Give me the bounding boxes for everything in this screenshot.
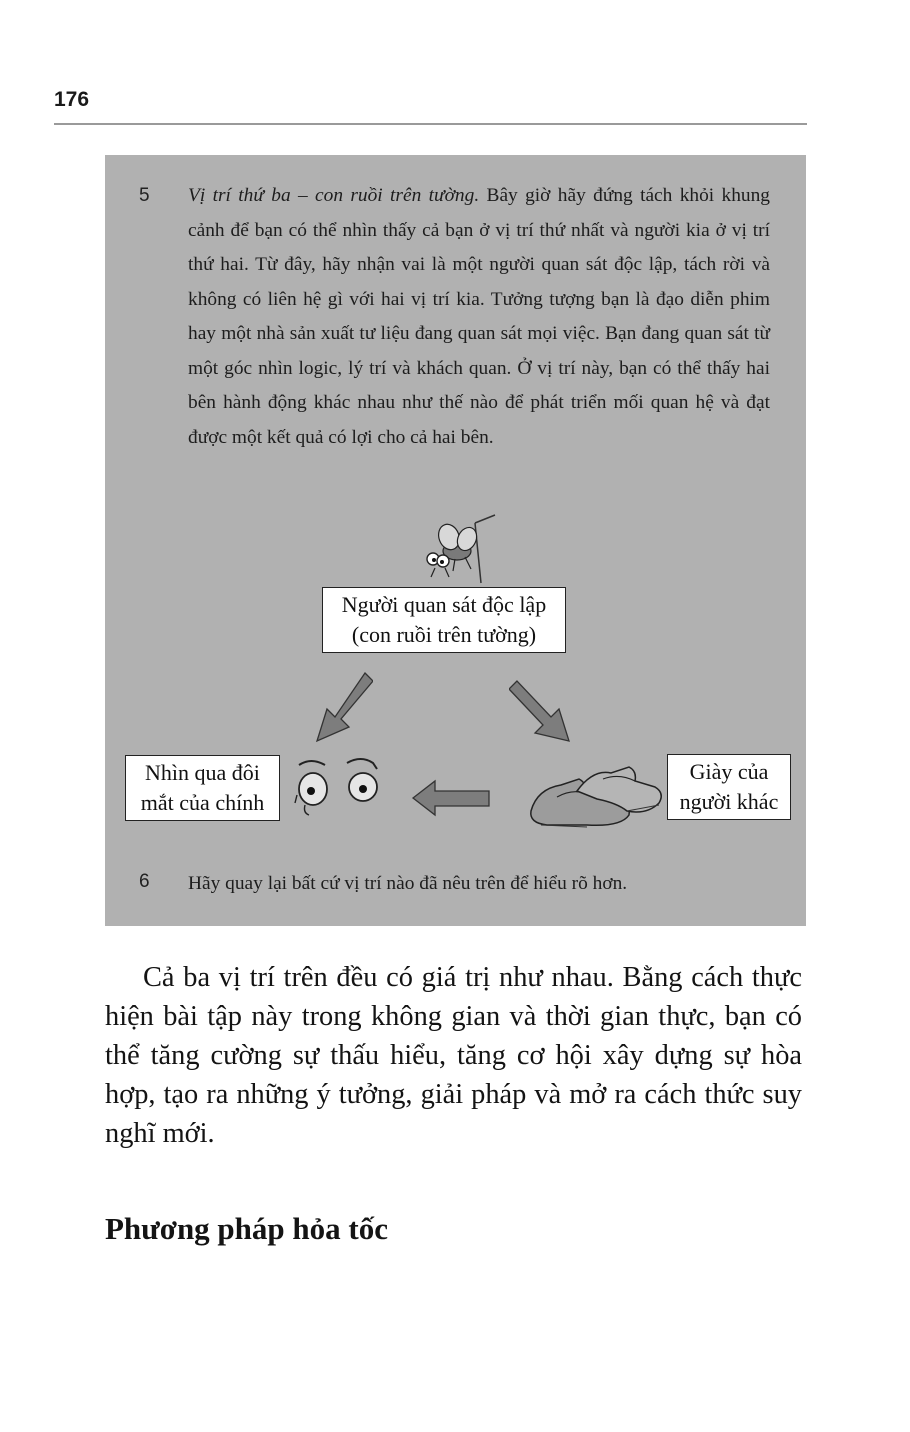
observer-line-2: (con ruồi trên tường)	[351, 622, 537, 647]
self-line-1: Nhìn qua đôi	[145, 760, 260, 785]
step-6-text: Hãy quay lại bất cứ vị trí nào đã nêu trên để hiểu rõ hơn.	[188, 873, 628, 894]
observer-label	[322, 587, 566, 653]
self-label	[125, 755, 280, 821]
page-number: 176	[54, 88, 90, 111]
section-heading: Phương pháp hỏa tốc	[105, 1211, 388, 1246]
fly-icon	[405, 513, 509, 587]
other-line-1: Giày của	[689, 759, 769, 784]
step-5-title: Vị trí thứ ba – con ruồi trên tường.	[188, 185, 480, 206]
step-5-number: 5	[139, 185, 150, 206]
observer-line-1: Người quan sát độc lập	[341, 592, 547, 617]
arrow-down-right-icon	[509, 679, 573, 743]
step-6-number: 6	[139, 871, 150, 892]
step-5-body: Bây giờ hãy đứng tách khỏi khung cảnh để bạn có thể nhìn thấy cả bạn ở vị trí thứ nhất và người kia ở vị trí thứ hai. Từ đây, hãy nhận vai là một người quan sát độc lập, tách rời và không có liên hệ gì với hai vị trí kia. Tưởng tượng bạn là đạo diễn phim hay một nhà sản xuất tư liệu đang quan sát mọi việc. Bạn đang quan sát từ một góc nhìn logic, lý trí và khách quan. Ở vị trí này, bạn có thể thấy hai bên hành động khác nhau như thế nào để phát triển mối quan hệ và đạt được một kết quả có lợi cho cả hai bên.	[188, 185, 771, 448]
other-line-2: người khác	[679, 789, 779, 814]
exercise-box	[105, 155, 806, 926]
header-rule	[54, 123, 807, 125]
eyes-icon	[291, 755, 387, 821]
arrow-down-left-icon	[313, 671, 373, 743]
other-label	[667, 754, 791, 820]
body-paragraph: Cả ba vị trí trên đều có giá trị như nhau. Bằng cách thực hiện bài tập này trong không gian và thời gian thực, bạn có thể tăng cường sự thấu hiểu, tăng cơ hội xây dựng sự hòa hợp, tạo ra những ý tưởng, giải pháp và mở ra cách thức suy nghĩ mới.	[105, 962, 802, 1149]
self-line-2: mắt của chính	[140, 790, 265, 815]
step-5-text	[188, 179, 770, 455]
shoes-icon	[527, 759, 663, 835]
arrow-left-icon	[411, 779, 491, 817]
